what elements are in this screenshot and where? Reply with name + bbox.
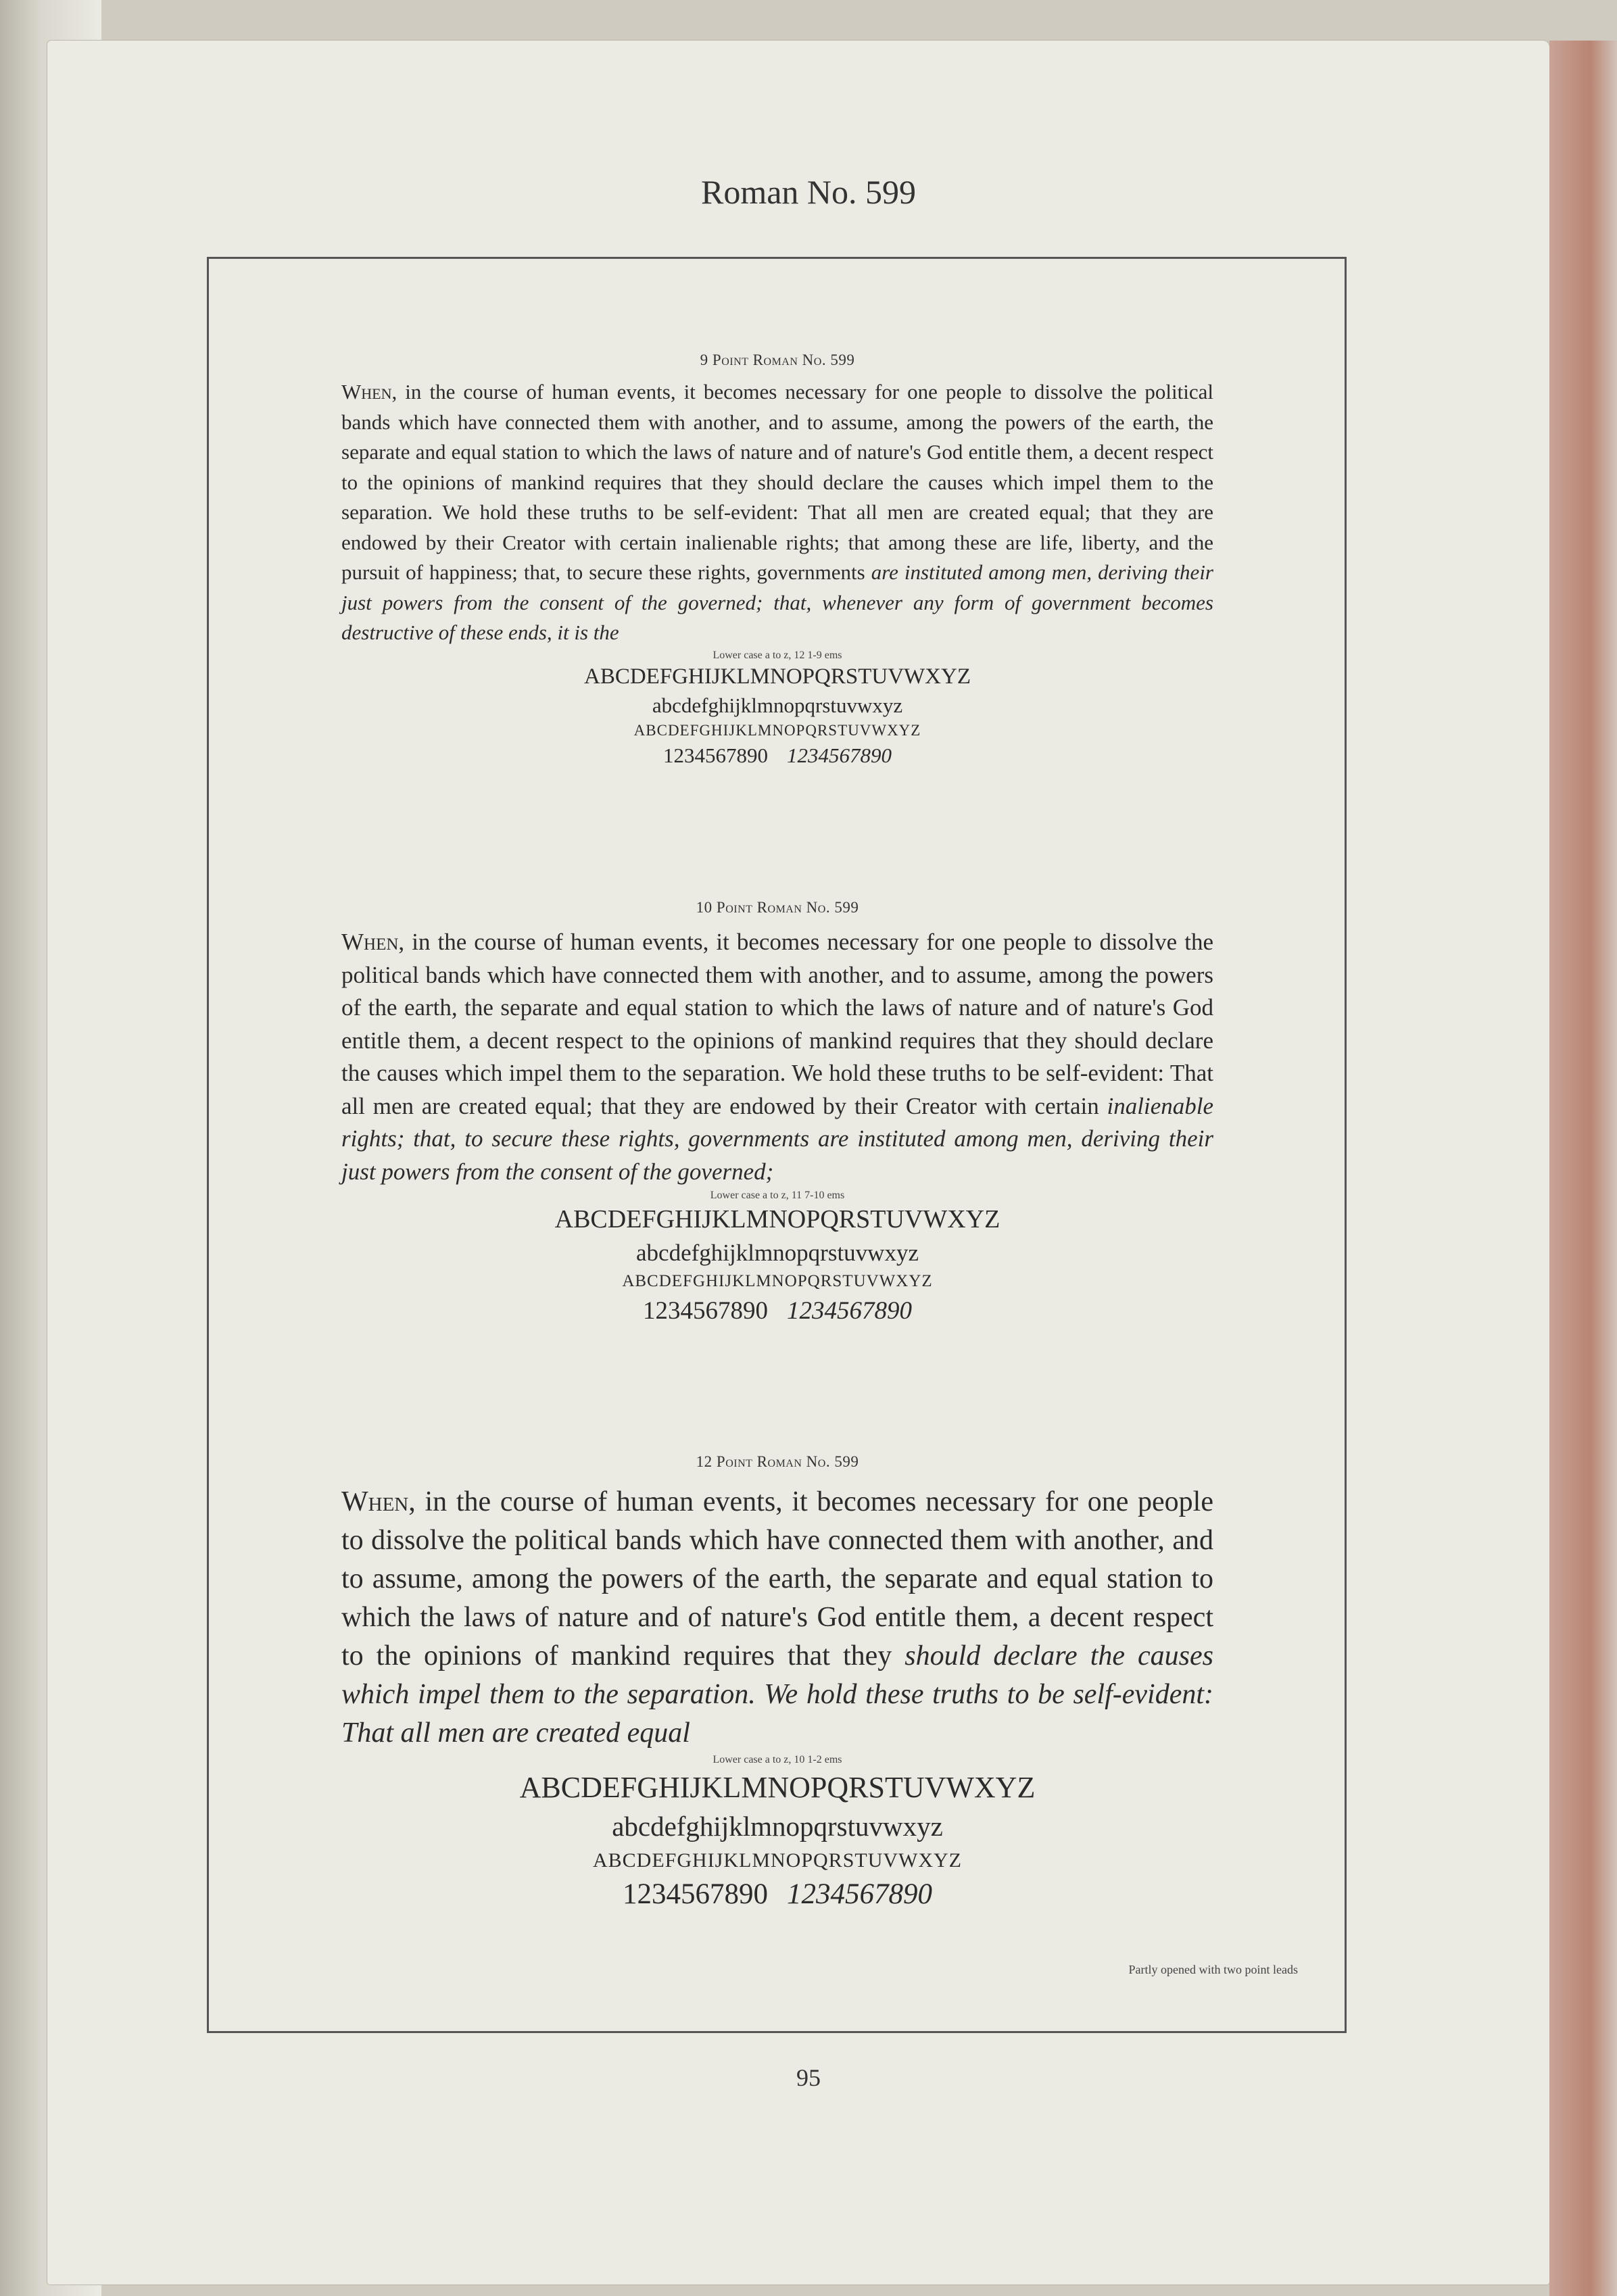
specimen-text <box>341 377 1213 648</box>
specimen-title: 9 Point Roman No. 599 <box>700 351 855 368</box>
leading-footnote: Partly opened with two point leads <box>1128 1963 1298 1976</box>
small-caps-alphabet: ABCDEFGHIJKLMNOPQRSTUVWXYZ <box>592 1849 963 1872</box>
specimen-lead-word: When <box>341 929 399 955</box>
lowercase-measure-note: Lower case a to z, 12 1-9 ems <box>713 649 842 661</box>
figures-line <box>341 1878 1213 1911</box>
capitals-alphabet: ABCDEFGHIJKLMNOPQRSTUVWXYZ <box>583 664 971 689</box>
italic-figures: 1234567890 <box>787 1878 932 1910</box>
capitals-alphabet: ABCDEFGHIJKLMNOPQRSTUVWXYZ <box>519 1771 1036 1804</box>
lowercase-alphabet: abcdefghijklmnopqrstuvwxyz <box>652 693 903 717</box>
italic-figures: 1234567890 <box>787 1297 912 1325</box>
specimen-roman-text: , in the course of human events, it becomes necessary for one people to dissolve the political bands which have connected them with another, and to assume, among the powers of the earth, the separate and equal station to which the laws of nature and of nature's God entitle them, a decent respect to the opinions of mankind requires that they should declare the causes which impel them to the separation. We hold these truths to be self-evident: That all men are created equal; that they are endowed by their Creator with certain <box>341 929 1213 1119</box>
figures-line <box>341 1296 1213 1325</box>
roman-figures: 1234567890 <box>663 743 768 767</box>
book-fore-edge <box>1549 41 1617 2296</box>
specimen-10-point <box>341 899 1213 1325</box>
lowercase-measure-note: Lower case a to z, 10 1-2 ems <box>713 1754 842 1765</box>
specimen-roman-text: , in the course of human events, it becomes necessary for one people to dissolve the political bands which have connected them with another, and to assume, among the powers of the earth, the separate and equal station to which the laws of nature and of nature's God entitle them, a decent respect to the opinions of mankind requires that they should declare the causes which impel them to the separation. We hold these truths to be self-evident: That all men are created equal; that they are endowed by their Creator with certain inalienable rights; that among these are life, liberty, and the pursuit of happiness; that, to secure these rights, governments <box>341 380 1213 584</box>
specimen-lead-word: When <box>341 1486 409 1517</box>
italic-figures: 1234567890 <box>787 743 892 767</box>
specimen-roman-text: , in the course of human events, it becomes necessary for one people to dissolve the political bands which have connected them with another, and to assume, among the powers of the earth, the separate and equal station to which the laws of nature and of nature's God entitle them, a decent respect to the opinions of mankind requires that they <box>341 1486 1213 1671</box>
specimen-text <box>341 926 1213 1188</box>
lowercase-measure-note: Lower case a to z, 11 7-10 ems <box>710 1190 845 1201</box>
specimen-12-point <box>341 1453 1213 1911</box>
small-caps-alphabet: ABCDEFGHIJKLMNOPQRSTUVWXYZ <box>633 721 921 739</box>
figures-line <box>341 743 1213 768</box>
lowercase-alphabet: abcdefghijklmnopqrstuvwxyz <box>636 1240 919 1266</box>
specimen-italic-text: are instituted among men, deriving their just powers from the consent of the governed; that, whenever any form of government becomes destructive of these ends, it is the <box>341 560 1213 644</box>
lowercase-alphabet: abcdefghijklmnopqrstuvwxyz <box>612 1811 943 1842</box>
specimen-title: 10 Point Roman No. 599 <box>696 899 859 916</box>
specimen-text <box>341 1483 1213 1753</box>
specimen-lead-word: When <box>341 380 392 404</box>
page-number: 95 <box>796 2064 821 2091</box>
small-caps-alphabet: ABCDEFGHIJKLMNOPQRSTUVWXYZ <box>622 1272 933 1290</box>
specimen-title: 12 Point Roman No. 599 <box>696 1453 859 1470</box>
specimen-italic-text: should declare the causes which impel them to the separation. We hold these truths to be self-evident: That all men are created equal <box>341 1640 1214 1749</box>
roman-figures: 1234567890 <box>623 1878 768 1910</box>
running-head: Roman No. 599 <box>700 173 917 211</box>
roman-figures: 1234567890 <box>643 1297 768 1325</box>
specimen-italic-text: inalienable rights; that, to secure these rights, governments are instituted among men, deriving their just powers from the consent of the governed; <box>341 1092 1213 1185</box>
specimen-9-point <box>341 351 1213 768</box>
capitals-alphabet: ABCDEFGHIJKLMNOPQRSTUVWXYZ <box>554 1205 1000 1234</box>
